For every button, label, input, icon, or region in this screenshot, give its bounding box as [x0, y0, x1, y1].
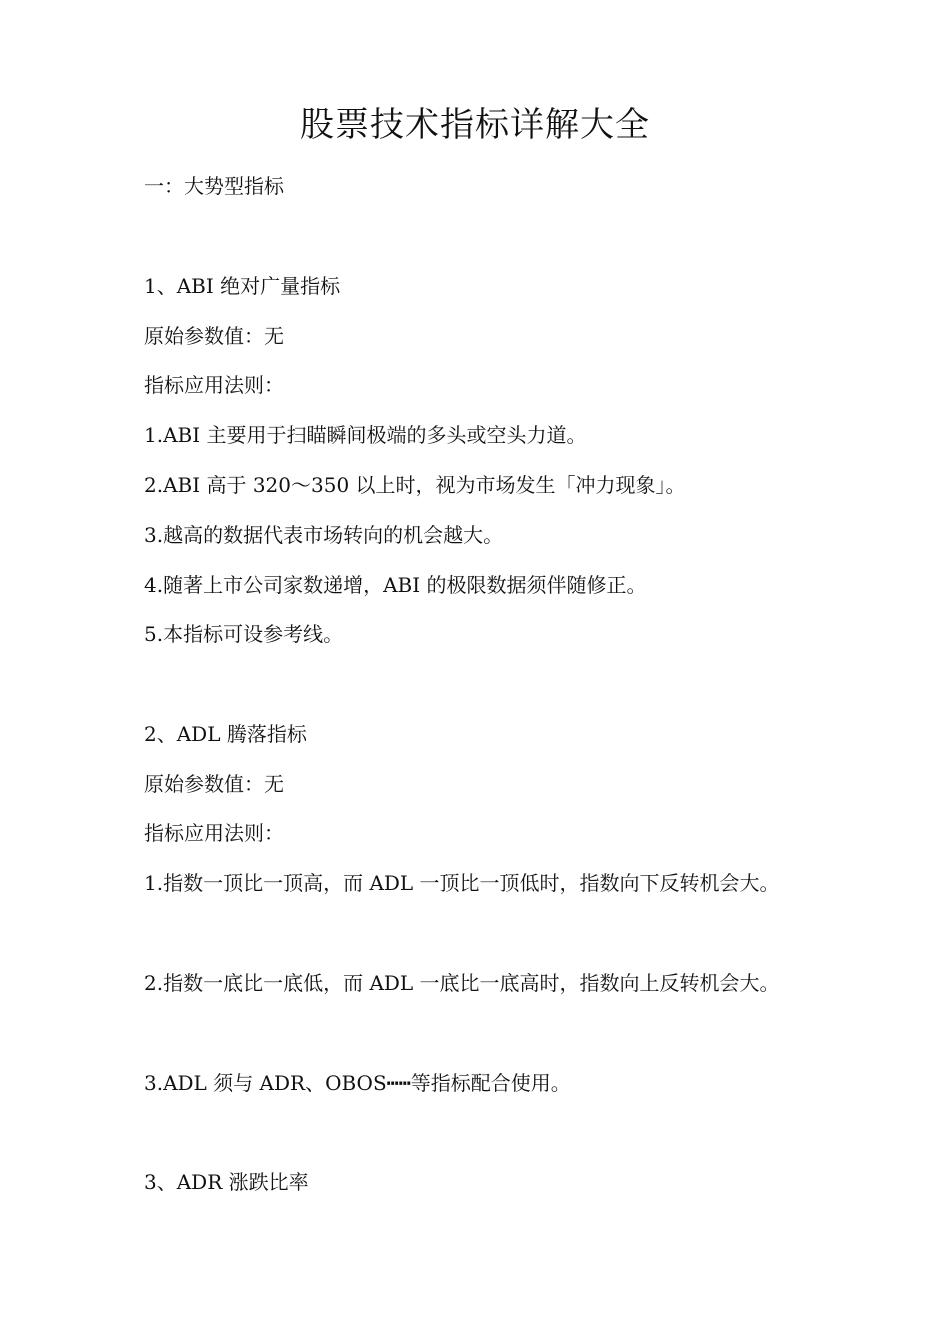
indicator-heading: 1、ABI 绝对广量指标: [144, 274, 341, 298]
param-line: 原始参数值：无: [144, 772, 284, 796]
rule-item: 1.指数一顶比一顶高，而 ADL 一顶比一顶低时，指数向下反转机会大。: [144, 871, 780, 895]
document-title: 股票技术指标详解大全: [300, 105, 650, 145]
rule-item: 1.ABI 主要用于扫瞄瞬间极端的多头或空头力道。: [144, 423, 587, 447]
indicator-heading: 3、ADR 涨跌比率: [144, 1170, 309, 1194]
param-line: 原始参数值：无: [144, 324, 284, 348]
indicator-heading: 2、ADL 腾落指标: [144, 722, 307, 746]
rule-item: 3.越高的数据代表市场转向的机会越大。: [144, 523, 504, 547]
section-heading: 一：大势型指标: [144, 174, 284, 198]
rule-item: 2.指数一底比一底低，而 ADL 一底比一底高时，指数向上反转机会大。: [144, 971, 780, 995]
rule-item: 2.ABI 高于 320～350 以上时，视为市场发生「冲力现象」。: [144, 473, 686, 497]
rules-heading: 指标应用法则：: [144, 373, 284, 397]
rule-item: 4.随著上市公司家数递增，ABI 的极限数据须伴随修正。: [144, 573, 647, 597]
rule-item: 3.ADL 须与 ADR、OBOS┅┅等指标配合使用。: [144, 1071, 571, 1095]
rule-item: 5.本指标可设参考线。: [144, 622, 344, 646]
rules-heading: 指标应用法则：: [144, 821, 284, 845]
